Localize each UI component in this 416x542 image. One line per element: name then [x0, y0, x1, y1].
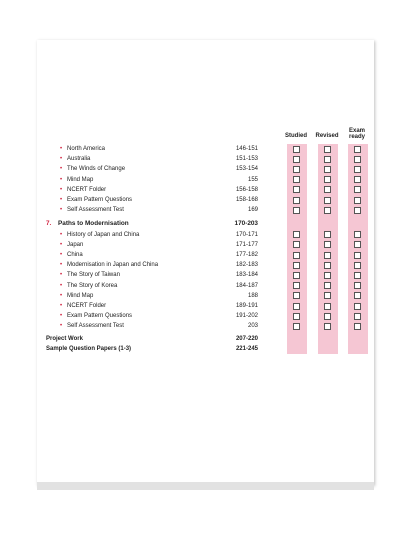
revised-checkbox[interactable] — [324, 292, 331, 299]
exam-ready-checkbox[interactable] — [354, 292, 361, 299]
toc-item — [46, 250, 258, 260]
revised-checkbox[interactable] — [324, 303, 331, 310]
revised-checkbox[interactable] — [324, 262, 331, 269]
revised-checkbox[interactable] — [324, 207, 331, 214]
bullet-icon: • — [60, 252, 63, 258]
toc-page-range: 207-220 — [235, 335, 258, 342]
toc-label: The Story of Korea — [67, 282, 118, 289]
toc-page-range: 177-182 — [235, 252, 258, 258]
exam-ready-checkbox[interactable] — [354, 176, 361, 183]
revised-checkbox[interactable] — [324, 156, 331, 163]
toc-label: Sample Question Papers (1-3) — [46, 345, 132, 352]
bullet-icon: • — [60, 323, 63, 330]
studied-checkbox[interactable] — [293, 186, 300, 193]
toc-item — [46, 175, 258, 185]
toc-label: NCERT Folder — [67, 186, 107, 193]
exam-ready-checkbox[interactable] — [354, 146, 361, 153]
toc-item — [46, 311, 258, 321]
toc-label: The Winds of Change — [67, 166, 126, 173]
studied-checkbox[interactable] — [293, 313, 300, 320]
toc-section — [46, 334, 258, 344]
bullet-icon: • — [60, 186, 63, 193]
bullet-icon: • — [60, 207, 63, 214]
bullet-icon: • — [60, 146, 63, 152]
bullet-icon: • — [60, 166, 63, 173]
studied-checkbox[interactable] — [293, 207, 300, 214]
exam-ready-checkbox[interactable] — [354, 323, 361, 330]
toc-page-range: 155 — [247, 176, 258, 183]
studied-checkbox[interactable] — [293, 262, 300, 269]
toc-page-range: 151-153 — [235, 156, 258, 163]
toc-label: Paths to Modernisation — [58, 220, 129, 228]
exam-ready-checkbox[interactable] — [354, 313, 361, 320]
toc-item — [46, 291, 258, 301]
toc-label: Modernisation in Japan and China — [67, 262, 159, 269]
toc-page-range: 182-183 — [235, 262, 258, 269]
studied-checkbox[interactable] — [293, 231, 300, 238]
studied-checkbox[interactable] — [293, 323, 300, 330]
toc-item — [46, 230, 258, 240]
toc-item — [46, 321, 258, 331]
revised-checkbox[interactable] — [324, 166, 331, 173]
toc-item — [46, 164, 258, 174]
toc-label: NCERT Folder — [67, 303, 107, 309]
studied-checkbox[interactable] — [293, 241, 300, 248]
revised-checkbox[interactable] — [324, 146, 331, 153]
exam-ready-checkbox[interactable] — [354, 241, 361, 248]
toc-label: Mind Map — [67, 176, 94, 183]
bullet-icon: • — [60, 176, 63, 183]
bullet-icon: • — [60, 272, 63, 279]
revised-checkbox[interactable] — [324, 282, 331, 289]
toc-page-range: 156-158 — [235, 186, 258, 193]
bullet-icon: • — [60, 231, 63, 238]
toc-page-range: 189-191 — [235, 303, 258, 309]
toc-page-range: 183-184 — [235, 272, 258, 279]
toc-item — [46, 144, 258, 154]
revised-checkbox[interactable] — [324, 313, 331, 320]
toc-section — [46, 344, 258, 354]
toc-page-range: 158-168 — [235, 197, 258, 203]
toc-label: Self Assessment Test — [67, 207, 124, 214]
bullet-icon: • — [60, 156, 63, 163]
bullet-icon: • — [60, 313, 63, 320]
exam-ready-checkbox[interactable] — [354, 262, 361, 269]
toc-label: The Story of Taiwan — [67, 272, 120, 279]
column-header-revised: Revised — [315, 133, 339, 139]
toc-label: Japan — [67, 241, 84, 248]
toc-item — [46, 260, 258, 270]
bullet-icon: • — [60, 282, 63, 289]
studied-checkbox[interactable] — [293, 146, 300, 153]
exam-ready-checkbox[interactable] — [354, 272, 361, 279]
studied-checkbox[interactable] — [293, 252, 300, 259]
toc-label: Self Assessment Test — [67, 323, 124, 330]
exam-ready-checkbox[interactable] — [354, 197, 361, 204]
bullet-icon: • — [60, 197, 63, 203]
bullet-icon: • — [60, 303, 63, 309]
toc-page-range: 170-203 — [234, 220, 258, 228]
toc-chapter — [46, 219, 258, 229]
toc-item — [46, 205, 258, 215]
toc-label: Exam Pattern Questions — [67, 313, 133, 320]
toc-item — [46, 185, 258, 195]
toc-page-range: 221-245 — [235, 345, 258, 352]
exam-ready-checkbox[interactable] — [354, 303, 361, 310]
toc-page-range: 171-177 — [235, 241, 258, 248]
studied-checkbox[interactable] — [293, 272, 300, 279]
toc-label: Exam Pattern Questions — [67, 197, 133, 203]
exam-ready-checkbox[interactable] — [354, 282, 361, 289]
toc-page-range: 153-154 — [235, 166, 258, 173]
toc-item — [46, 270, 258, 280]
toc-item — [46, 281, 258, 291]
studied-checkbox[interactable] — [293, 303, 300, 310]
column-header-exam-ready: Exam ready — [348, 128, 365, 140]
toc-item — [46, 154, 258, 164]
toc-label: Australia — [67, 156, 91, 163]
toc-label: China — [67, 252, 83, 258]
studied-checkbox[interactable] — [293, 166, 300, 173]
exam-ready-checkbox[interactable] — [354, 252, 361, 259]
chapter-number: 7. — [46, 220, 52, 228]
column-header-studied: Studied — [285, 133, 307, 139]
revised-checkbox[interactable] — [324, 231, 331, 238]
toc-item — [46, 240, 258, 250]
toc-page-range: 188 — [247, 292, 258, 299]
studied-checkbox[interactable] — [293, 176, 300, 183]
exam-ready-checkbox[interactable] — [354, 231, 361, 238]
studied-checkbox[interactable] — [293, 292, 300, 299]
toc-item — [46, 195, 258, 205]
toc-page-range: 191-202 — [235, 313, 258, 320]
exam-ready-checkbox[interactable] — [354, 156, 361, 163]
bullet-icon: • — [60, 292, 63, 299]
studied-checkbox[interactable] — [293, 197, 300, 204]
exam-ready-checkbox[interactable] — [354, 166, 361, 173]
revised-checkbox[interactable] — [324, 323, 331, 330]
revised-checkbox[interactable] — [324, 176, 331, 183]
revised-checkbox[interactable] — [324, 241, 331, 248]
toc-item — [46, 301, 258, 311]
exam-ready-checkbox[interactable] — [354, 186, 361, 193]
toc-label: History of Japan and China — [67, 231, 140, 238]
revised-checkbox[interactable] — [324, 186, 331, 193]
toc-label: Mind Map — [67, 292, 94, 299]
toc-page-range: 170-171 — [235, 231, 258, 238]
toc-page-range: 203 — [247, 323, 258, 330]
toc-page-range: 146-151 — [235, 146, 258, 152]
toc-page-range: 184-187 — [235, 282, 258, 289]
bullet-icon: • — [60, 241, 63, 248]
page-edge-shadow — [37, 482, 374, 490]
revised-checkbox[interactable] — [324, 197, 331, 204]
toc-label: North America — [67, 146, 106, 152]
bullet-icon: • — [60, 262, 63, 269]
toc-label: Project Work — [46, 335, 83, 342]
studied-checkbox[interactable] — [293, 282, 300, 289]
toc-page-range: 169 — [247, 207, 258, 214]
revised-checkbox[interactable] — [324, 252, 331, 259]
exam-ready-checkbox[interactable] — [354, 207, 361, 214]
revised-checkbox[interactable] — [324, 272, 331, 279]
studied-checkbox[interactable] — [293, 156, 300, 163]
